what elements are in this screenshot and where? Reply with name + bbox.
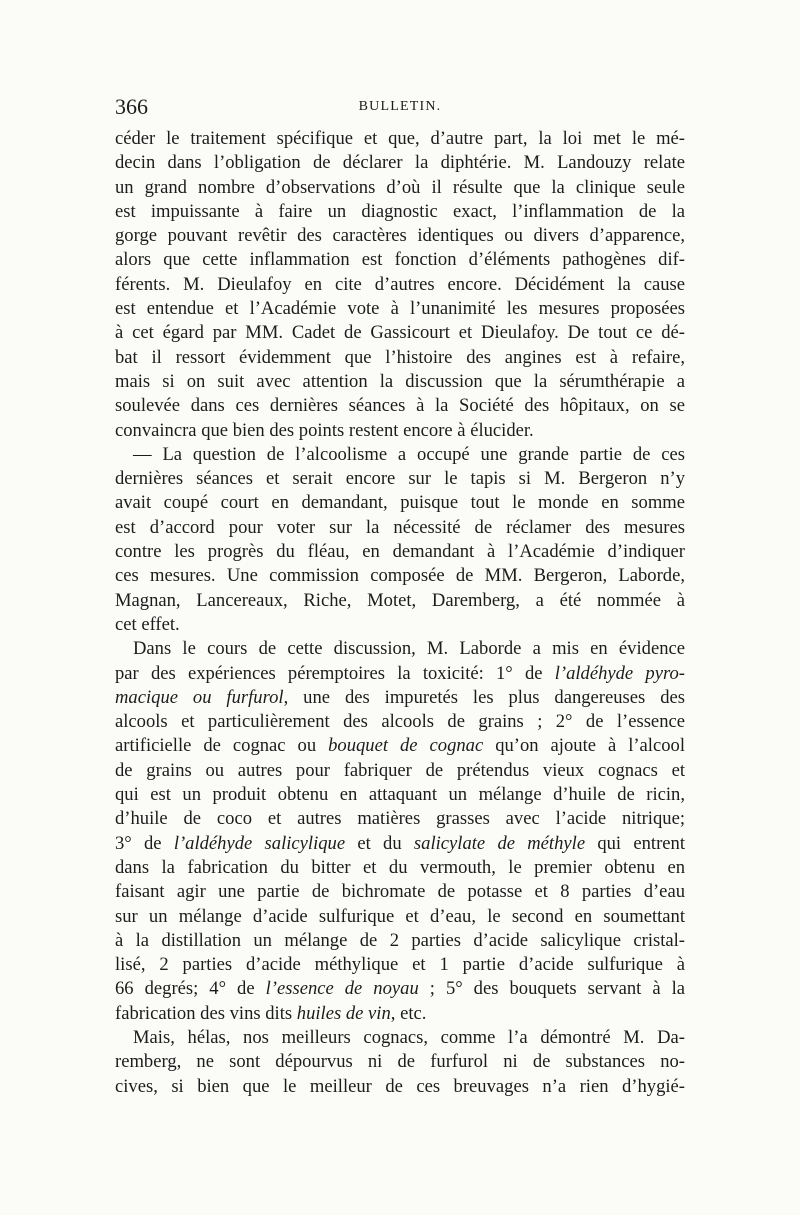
text-line: sur un mélange d’acide sulfurique et d’eau, le second en soumettant bbox=[115, 905, 685, 927]
text-line: de grains ou autres pour fabriquer de prétendus vieux cognacs et bbox=[115, 759, 685, 781]
text-line: Dans le cours de cette discussion, M. Laborde a mis en évidence bbox=[133, 638, 685, 660]
text-line: cet effet. bbox=[115, 613, 180, 635]
text-line: bat il ressort évidemment que l’histoire des angines est à refaire, bbox=[115, 346, 685, 368]
text-line: remberg, ne sont dépourvus ni de furfurol ni de substances no- bbox=[115, 1051, 685, 1073]
text-line: Magnan, Lancereaux, Riche, Motet, Daremberg, a été nommée à bbox=[115, 589, 685, 611]
text-line: férents. M. Dieulafoy en cite d’autres encore. Décidément la cause bbox=[115, 273, 685, 295]
text-line: faisant agir une partie de bichromate de potasse et 8 parties d’eau bbox=[115, 881, 685, 903]
text-line: contre les progrès du fléau, en demandant à l’Académie d’indiquer bbox=[115, 541, 685, 563]
text-line: un grand nombre d’observations d’où il résulte que la clinique seule bbox=[115, 176, 685, 198]
text-line: lisé, 2 parties d’acide méthylique et 1 partie d’acide sulfurique à bbox=[115, 954, 685, 976]
text-line: alors que cette inflammation est fonction d’éléments pathogènes dif- bbox=[115, 249, 685, 271]
text-line: gorge pouvant revêtir des caractères identiques ou divers d’apparence, bbox=[115, 225, 685, 247]
text-line: fabrication des vins dits huiles de vin, etc. bbox=[115, 1002, 427, 1024]
text-line: alcools et particulièrement des alcools de grains ; 2° de l’essence bbox=[115, 711, 685, 733]
text-line: soulevée dans ces dernières séances à la Société des hôpitaux, on se bbox=[115, 395, 685, 417]
text-line: convaincra que bien des points restent encore à élucider. bbox=[115, 419, 534, 441]
text-line: mais si on suit avec attention la discussion que la sérumthérapie a bbox=[115, 370, 685, 392]
page-number: 366 bbox=[115, 94, 148, 119]
text-line: est impuissante à faire un diagnostic exact, l’inflammation de la bbox=[115, 200, 685, 222]
text-line: ces mesures. Une commission composée de MM. Bergeron, Laborde, bbox=[115, 565, 685, 587]
text-line: artificielle de cognac ou bouquet de cognac qu’on ajoute à l’alcool bbox=[115, 735, 685, 757]
running-title: BULLETIN. bbox=[358, 99, 442, 114]
text-line: dernières séances et serait encore sur le tapis si M. Bergeron n’y bbox=[115, 468, 685, 490]
text-line: 66 degrés; 4° de l’essence de noyau ; 5° des bouquets servant à la bbox=[115, 978, 685, 1000]
text-line: céder le traitement spécifique et que, d’autre part, la loi met le mé- bbox=[115, 128, 685, 149]
text-line: Mais, hélas, nos meilleurs cognacs, comme l’a démontré M. Da- bbox=[133, 1026, 685, 1048]
text-line: 3° de l’aldéhyde salicylique et du salicylate de méthyle qui entrent bbox=[115, 832, 685, 854]
text-line: d’huile de coco et autres matières grasses avec l’acide nitrique; bbox=[115, 808, 685, 830]
text-line: qui est un produit obtenu en attaquant un mélange d’huile de ricin, bbox=[115, 784, 685, 806]
text-line: macique ou furfurol, une des impuretés les plus dangereuses des bbox=[115, 686, 685, 708]
text-line: decin dans l’obligation de déclarer la diphtérie. M. Landouzy relate bbox=[115, 152, 685, 174]
text-line: dans la fabrication du bitter et du vermouth, le premier obtenu en bbox=[115, 856, 685, 878]
text-line: est entendue et l’Académie vote à l’unanimité les mesures proposées bbox=[115, 298, 685, 320]
body-text bbox=[115, 127, 685, 1099]
text-line: est d’accord pour voter sur la nécessité de réclamer des mesures bbox=[115, 516, 685, 538]
text-line: à cet égard par MM. Cadet de Gassicourt et Dieulafoy. De tout ce dé- bbox=[115, 322, 685, 344]
text-line: — La question de l’alcoolisme a occupé une grande partie de ces bbox=[133, 443, 685, 465]
text-line: cives, si bien que le meilleur de ces breuvages n’a rien d’hygié- bbox=[115, 1075, 685, 1097]
page-header bbox=[115, 94, 685, 124]
text-line: à la distillation un mélange de 2 parties d’acide salicylique cristal- bbox=[115, 929, 685, 951]
text-line: par des expériences péremptoires la toxicité: 1° de l’aldéhyde pyro- bbox=[115, 662, 685, 684]
text-line: avait coupé court en demandant, puisque tout le monde en somme bbox=[115, 492, 685, 514]
